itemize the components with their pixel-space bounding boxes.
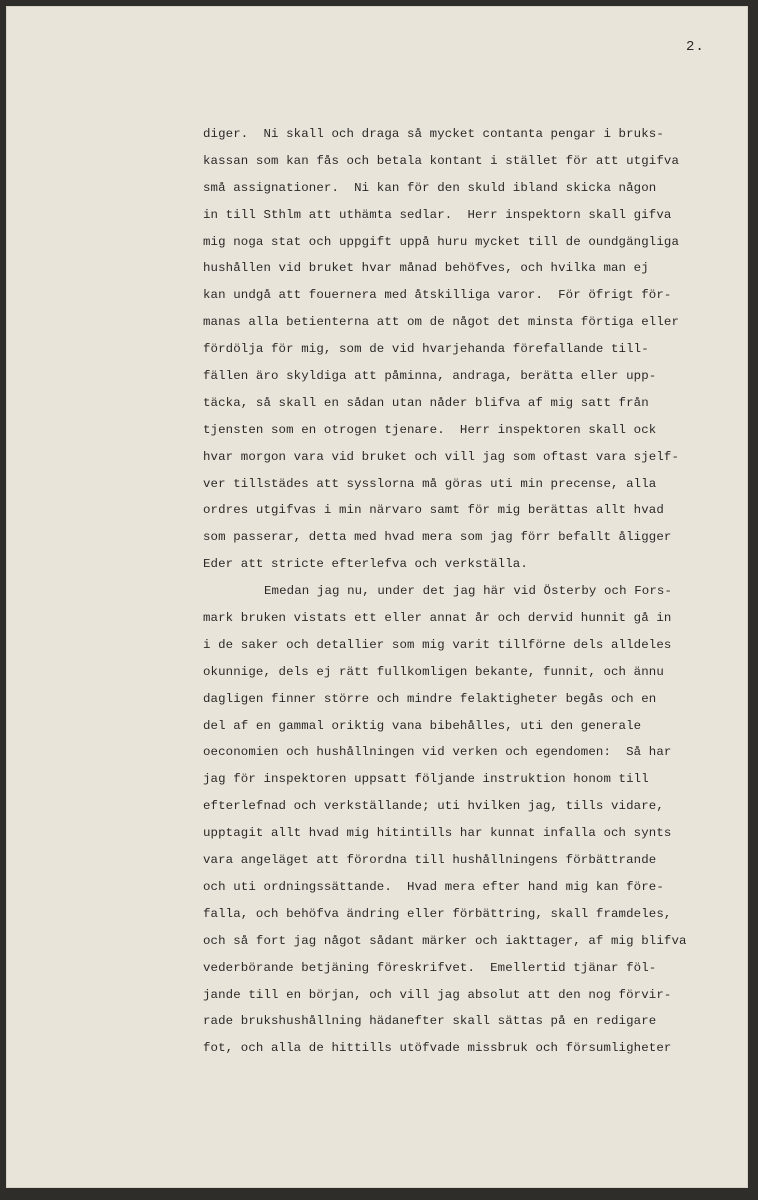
text-line-27: upptagit allt hvad mig hitintills har kunnat infalla och synts (203, 826, 672, 841)
text-line-34: rade brukshushållning hädanefter skall sättas på en redigare (203, 1014, 657, 1029)
text-line-24: oeconomien och hushållningen vid verken och egendomen: Så har (203, 745, 672, 760)
text-line-33: jande till en början, och vill jag absolut att den nog förvir- (203, 987, 672, 1002)
text-line-25: jag för inspektoren uppsatt följande instruktion honom till (203, 772, 649, 787)
text-line-28: vara angeläget att förordna till hushållningens förbättrande (203, 853, 657, 868)
text-line-6: hushållen vid bruket hvar månad behöfves, och hvilka man ej (203, 261, 649, 276)
text-line-35: fot, och alla de hittills utöfvade missbruk och försumligheter (203, 1041, 672, 1056)
text-line-29: och uti ordningssättande. Hvad mera efter hand mig kan före- (203, 879, 664, 894)
text-line-22: dagligen finner större och mindre felaktigheter begås och en (203, 691, 657, 706)
text-line-16: som passerar, detta med hvad mera som jag förr befallt åligger (203, 530, 672, 545)
text-line-21: okunnige, dels ej rätt fullkomligen bekante, funnit, och ännu (203, 664, 664, 679)
text-line-7: kan undgå att fouernera med åtskilliga varor. För öfrigt för- (203, 288, 672, 303)
text-line-23: del af en gammal oriktig vana bibehålles, uti den generale (203, 718, 642, 733)
text-line-17: Eder att stricte efterlefva och verkställa. (203, 557, 528, 572)
text-line-26: efterlefnad och verkställande; uti hvilken jag, tills vidare, (203, 799, 664, 814)
text-line-14: ver tillstädes att sysslorna må göras uti min precense, alla (203, 476, 657, 491)
text-line-3: små assignationer. Ni kan för den skuld ibland skicka någon (203, 180, 657, 195)
text-line-10: fällen äro skyldiga att påminna, andraga, berätta eller upp- (203, 369, 657, 384)
text-line-15: ordres utgifvas i min närvaro samt för mig berättas allt hvad (203, 503, 664, 518)
text-line-8: manas alla betienterna att om de något det minsta förtiga eller (203, 315, 680, 330)
text-line-5: mig noga stat och uppgift uppå huru mycket till de oundgängliga (203, 234, 680, 249)
paragraph-start-line: Emedan jag nu, under det jag här vid Österby och Fors- (264, 584, 673, 599)
text-line-12: tjensten som en otrogen tjenare. Herr inspektoren skall ock (203, 422, 657, 437)
text-line-9: fördölja för mig, som de vid hvarjehanda förefallande till- (203, 342, 649, 357)
text-line-19: mark bruken vistats ett eller annat år och dervid hunnit gå in (203, 611, 672, 626)
text-line-1: diger. Ni skall och draga så mycket contanta pengar i bruks- (203, 127, 664, 141)
text-line-31: och så fort jag något sådant märker och iakttager, af mig blifva (203, 933, 687, 948)
document-body (203, 121, 743, 1062)
text-line-20: i de saker och detallier som mig varit tillförne dels alldeles (203, 637, 672, 652)
text-line-4: in till Sthlm att uthämta sedlar. Herr inspektorn skall gifva (203, 207, 672, 222)
text-line-32: vederbörande betjäning föreskrifvet. Emellertid tjänar föl- (203, 960, 657, 975)
text-line-11: täcka, så skall en sådan utan nåder blifva af mig satt från (203, 395, 649, 410)
text-line-2: kassan som kan fås och betala kontant i stället för att utgifva (203, 153, 680, 168)
document-page (6, 6, 748, 1188)
text-line-13: hvar morgon vara vid bruket och vill jag som oftast vara sjelf- (203, 449, 680, 464)
text-line-30: falla, och behöfva ändring eller förbättring, skall framdeles, (203, 906, 672, 921)
page-number: 2. (686, 39, 705, 55)
